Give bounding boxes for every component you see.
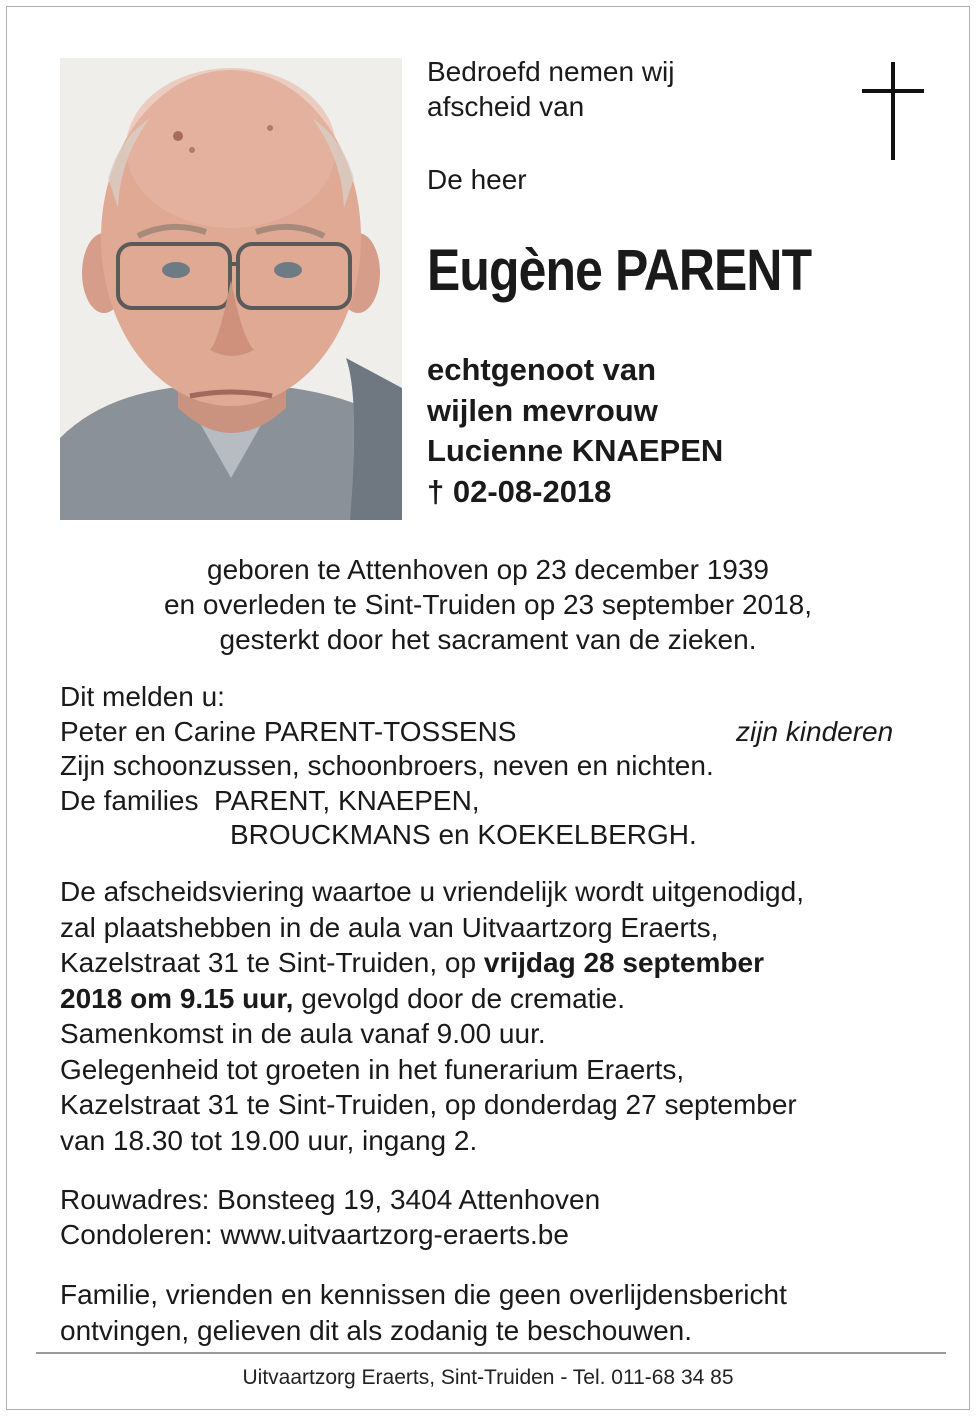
families-line-2: BROUCKMANS en KOEKELBERGH. — [230, 819, 697, 850]
funeral-home-footer: Uitvaartzorg Eraerts, Sint-Truiden - Tel. 011-68 34 85 — [242, 1366, 734, 1389]
cross-icon — [862, 62, 924, 160]
footer-divider — [36, 1352, 946, 1354]
relatives: Zijn schoonzussen, schoonbroers, neven en nichten. — [60, 750, 714, 781]
mourning-address: Rouwadres: Bonsteeg 19, 3404 Attenhoven — [60, 1184, 601, 1215]
portrait-photo — [60, 58, 402, 520]
children-row — [60, 715, 894, 750]
condolence-website: Condoleren: www.uitvaartzorg-eraerts.be — [60, 1219, 569, 1250]
intro-text: Bedroefd nemen wij afscheid van — [427, 56, 675, 122]
children-names: Peter en Carine PARENT-TOSSENS — [60, 715, 517, 747]
families-line-1: De families PARENT, KNAEPEN, — [60, 784, 480, 816]
ceremony-time: 2018 om 9.15 uur, — [60, 982, 294, 1014]
announce-heading: Dit melden u: — [60, 681, 225, 712]
contact-info — [60, 1182, 600, 1252]
deceased-name: Eugène PARENT — [427, 238, 812, 303]
announcement-list — [60, 680, 894, 853]
children-role: zijn kinderen — [736, 715, 894, 747]
honorific: De heer — [427, 164, 527, 195]
closing-note: Familie, vrienden en kennissen die geen overlijdensbericht ontvingen, gelieven dit als zodanig te beschouwen. — [60, 1279, 787, 1346]
ceremony-details: De afscheidsviering waartoe u vriendelijk wordt uitgenodigd, zal plaatshebben in de aula van Uitvaartzorg Eraerts, Kazelstraat 31 te Sint-Truiden, op vrijdag 28 september 2018 om 9.15 uur, gevolgd door de crematie. Samenkomst in de aula vanaf 9.00 uur. Gelegenheid tot groeten in het funerarium Eraerts, Kazelstraat 31 te Sint-Truiden, op donderdag 27 september van 18.30 tot 19.00 uur, ingang 2. — [60, 876, 804, 1156]
spouse-info: echtgenoot van wijlen mevrouw Lucienne KNAEPEN † 02-08-2018 — [427, 352, 724, 509]
ceremony-date: vrijdag 28 september — [483, 947, 764, 978]
birth-death-details: geboren te Attenhoven op 23 december 1939 en overleden te Sint-Truiden op 23 september 2018, gesterkt door het sacrament van de zieken. — [163, 554, 813, 655]
